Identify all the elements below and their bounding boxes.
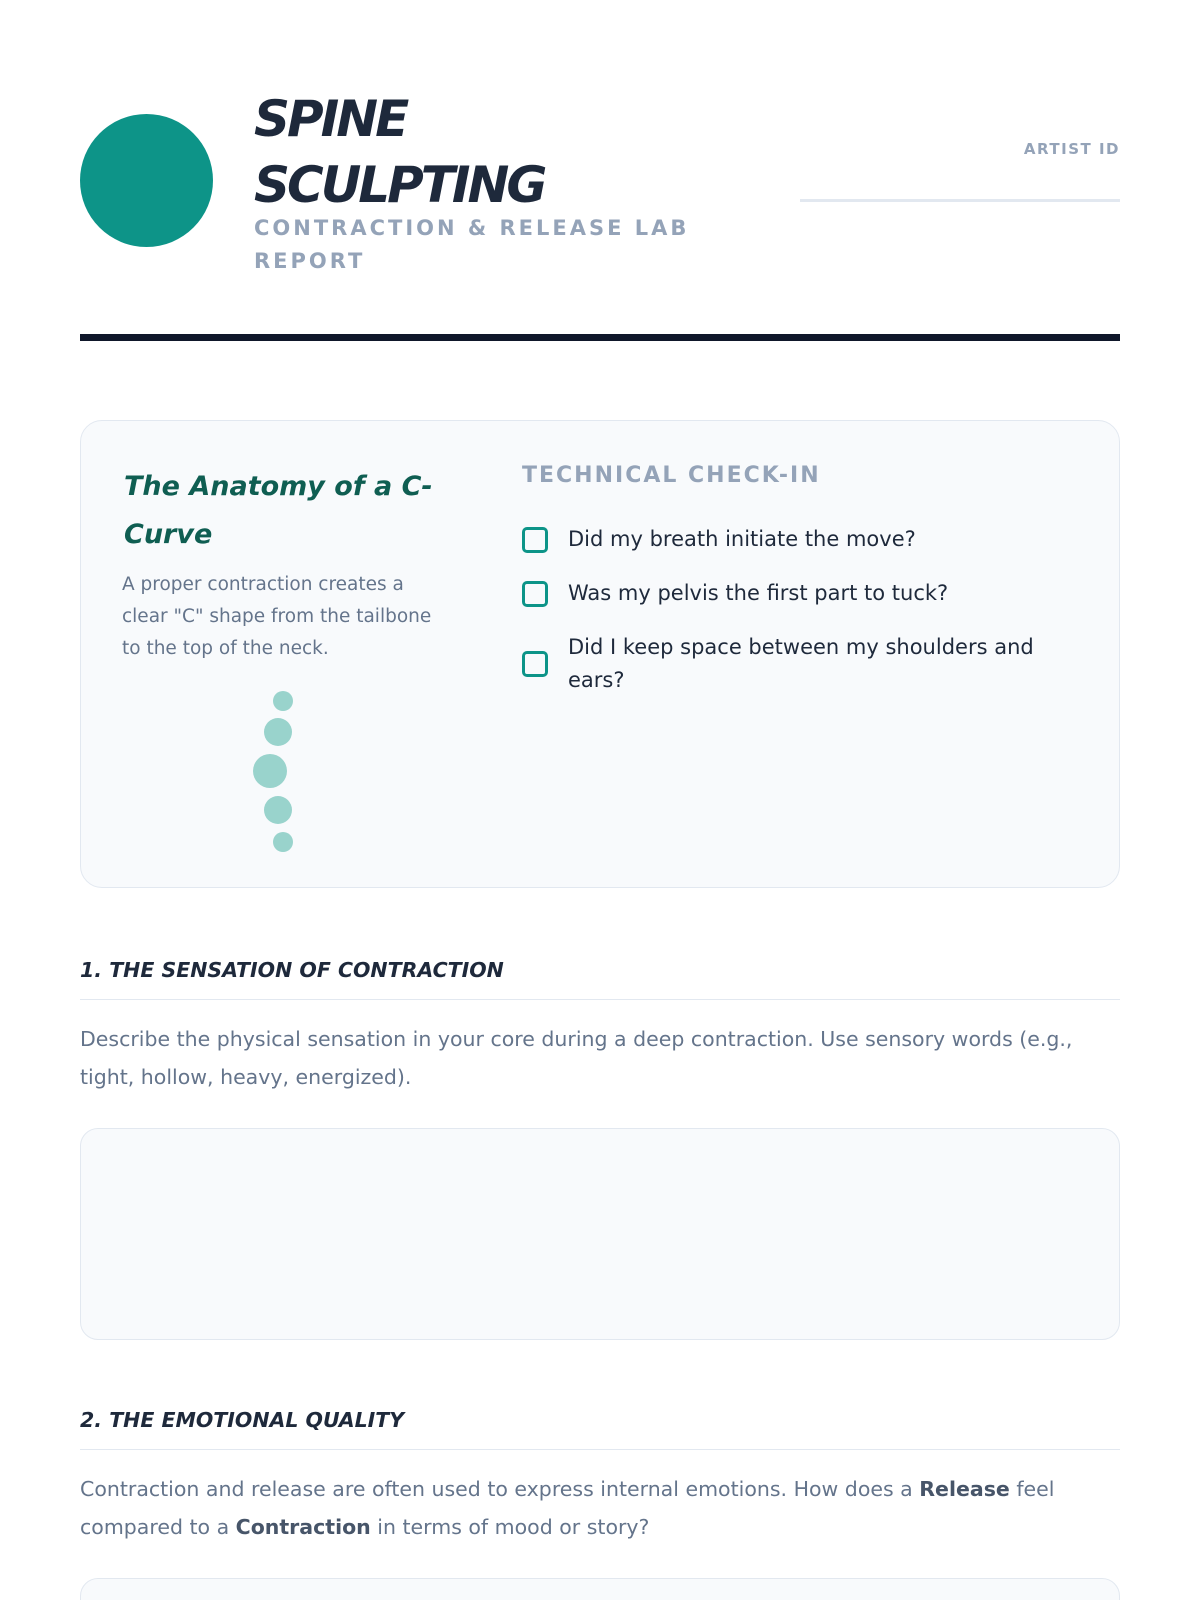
technical-checklist (522, 523, 1082, 718)
checkbox-icon[interactable] (522, 527, 548, 553)
section-heading: 1. THE SENSATION OF CONTRACTION (80, 954, 1120, 1000)
anatomy-checkin-card (80, 420, 1120, 888)
spine-vertebra-icon (273, 832, 293, 852)
checklist-item[interactable] (522, 631, 1082, 697)
checklist-item[interactable] (522, 577, 1082, 610)
checkbox-icon[interactable] (522, 651, 548, 677)
header-divider (80, 334, 1120, 341)
anatomy-description: A proper contraction creates a clear "C" shape from the tailbone to the top of the neck. (122, 574, 432, 659)
checklist-item-label: Did my breath initiate the move? (568, 527, 916, 551)
section-emotional-quality (80, 1404, 1120, 1600)
logo-circle-icon (80, 114, 213, 247)
anatomy-title: The Anatomy of a C-Curve (124, 471, 433, 550)
checklist-item-label: Did I keep space between my shoulders and ears? (568, 635, 1034, 692)
section-prompt: Describe the physical sensation in your core during a deep contraction. Use sensory words (e.g., tight, hollow, heavy, energized). (80, 1027, 1073, 1089)
prompt-text: in terms of mood or story? (370, 1515, 650, 1539)
section-sensation (80, 954, 1120, 1340)
spine-vertebra-icon (253, 754, 287, 788)
report-title-line-1: SPINE (254, 90, 407, 148)
spine-illustration-icon (231, 691, 311, 861)
prompt-text: Contraction and release are often used to express internal emotions. How does a (80, 1477, 920, 1501)
report-title (254, 86, 774, 218)
checkbox-icon[interactable] (522, 581, 548, 607)
prompt-emphasis-contraction: Contraction (235, 1515, 371, 1539)
section-heading: 2. THE EMOTIONAL QUALITY (80, 1404, 1120, 1450)
report-title-line-2: SCULPTING (254, 156, 545, 214)
sensation-answer-field[interactable] (80, 1128, 1120, 1340)
report-subtitle: CONTRACTION & RELEASE LAB REPORT (254, 216, 690, 273)
prompt-text: feel compared to a (80, 1477, 1055, 1539)
emotional-answer-field[interactable] (80, 1578, 1120, 1600)
spine-vertebra-icon (273, 691, 293, 711)
prompt-emphasis-release: Release (919, 1477, 1010, 1501)
spine-vertebra-icon (264, 796, 292, 824)
report-header (80, 80, 1120, 340)
artist-id-input[interactable] (800, 166, 1120, 202)
checklist-item[interactable] (522, 523, 1082, 556)
lab-report-page (80, 0, 1120, 1600)
spine-vertebra-icon (264, 718, 292, 746)
checklist-item-label: Was my pelvis the first part to tuck? (568, 581, 949, 605)
technical-checkin-title: TECHNICAL CHECK-IN (522, 463, 821, 488)
artist-id-label: ARTIST ID (1023, 140, 1120, 158)
section-prompt (80, 1470, 1120, 1546)
